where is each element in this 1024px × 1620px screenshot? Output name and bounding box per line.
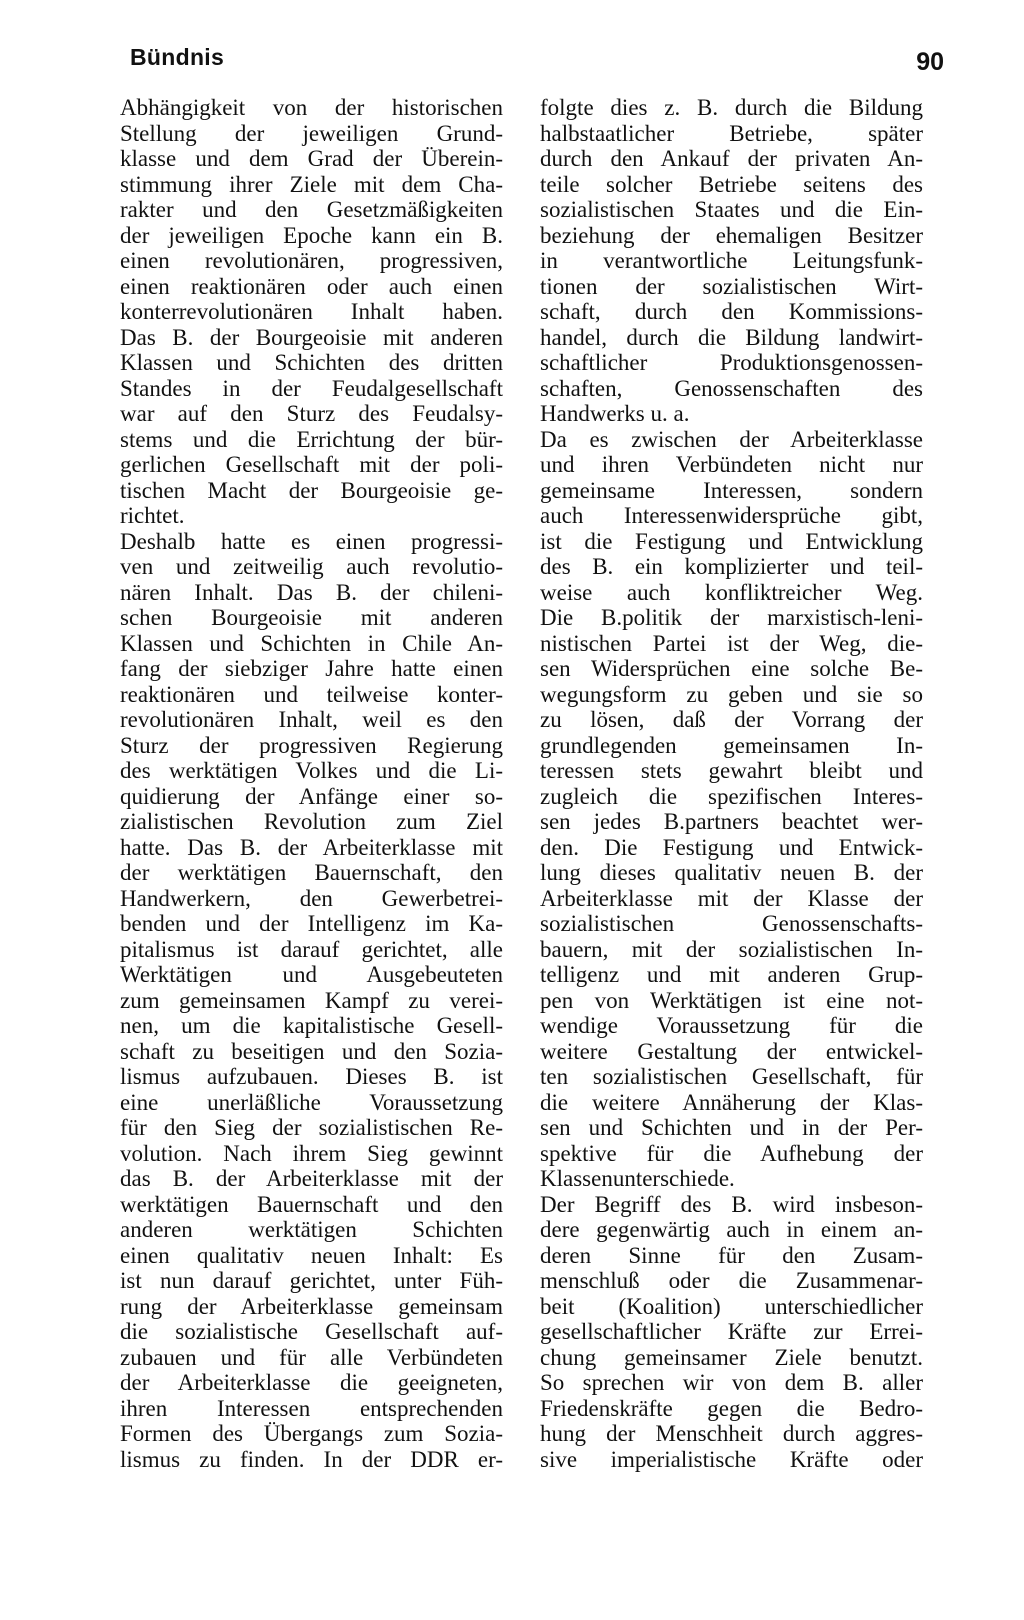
text-line: handel, durch die Bildung landwirt- — [540, 324, 923, 350]
text-line: der Arbeiterklasse die geeigneten, — [120, 1370, 503, 1395]
text-line: der werktätigen Bauernschaft, den — [120, 860, 503, 885]
text-line: gesellschaftlicher Kräfte zur Errei- — [540, 1319, 923, 1344]
left-text-column — [120, 95, 503, 1472]
text-line: der jeweiligen Epoche kann ein B. — [120, 222, 503, 248]
text-line: Klassen und Schichten in Chile An- — [120, 630, 503, 656]
text-line: Abhängigkeit von der historischen — [120, 95, 503, 120]
text-line: tischen Macht der Bourgeoisie ge- — [120, 477, 503, 503]
text-line: beziehung der ehemaligen Besitzer — [540, 222, 923, 248]
text-line: grundlegenden gemeinsamen In- — [540, 732, 923, 758]
text-line: Sturz der progressiven Regierung — [120, 732, 503, 758]
text-line: Da es zwischen der Arbeiterklasse — [540, 426, 923, 452]
text-line: des B. ein komplizierter und teil- — [540, 554, 923, 579]
text-line: das B. der Arbeiterklasse mit der — [120, 1166, 503, 1191]
text-line: revolutionären Inhalt, weil es den — [120, 707, 503, 732]
text-line: lismus aufzubauen. Dieses B. ist — [120, 1064, 503, 1089]
text-line: sive imperialistische Kräfte oder — [540, 1446, 923, 1472]
text-line: einen qualitativ neuen Inhalt: Es — [120, 1242, 503, 1268]
text-line: spektive für die Aufhebung der — [540, 1140, 923, 1166]
text-line: zialistischen Revolution zum Ziel — [120, 809, 503, 834]
text-line: ist nun darauf gerichtet, unter Füh- — [120, 1268, 503, 1293]
text-line: rung der Arbeiterklasse gemeinsam — [120, 1293, 503, 1319]
text-line: Klassenunterschiede. — [540, 1166, 735, 1191]
text-line: ihren Interessen entsprechenden — [120, 1395, 503, 1421]
text-line: konterrevolutionären Inhalt haben. — [120, 299, 503, 324]
text-line: zu lösen, daß der Vorrang der — [540, 707, 923, 732]
text-line: beit (Koalition) unterschiedlicher — [540, 1293, 923, 1319]
text-line: in verantwortliche Leitungsfunk- — [540, 248, 923, 273]
text-line: war auf den Sturz des Feudalsy- — [120, 401, 503, 426]
text-line: ten sozialistischen Gesellschaft, für — [540, 1064, 923, 1089]
text-line: gerlichen Gesellschaft mit der poli- — [120, 452, 503, 477]
text-line: die weitere Annäherung der Klas- — [540, 1089, 923, 1115]
text-line: Handwerkern, den Gewerbetrei- — [120, 885, 503, 911]
text-line: zum gemeinsamen Kampf zu verei- — [120, 987, 503, 1013]
text-line: den. Die Festigung und Entwick- — [540, 834, 923, 860]
text-line: Klassen und Schichten des dritten — [120, 350, 503, 375]
text-line: deren Sinne für den Zusam- — [540, 1242, 923, 1268]
text-line: schen Bourgeoisie mit anderen — [120, 605, 503, 630]
text-line: menschluß oder die Zusammenar- — [540, 1268, 923, 1293]
text-line: volution. Nach ihrem Sieg gewinnt — [120, 1140, 503, 1166]
text-line: fang der siebziger Jahre hatte einen — [120, 656, 503, 681]
text-line: schaft, durch den Kommissions- — [540, 299, 923, 324]
text-line: halbstaatlicher Betriebe, später — [540, 120, 923, 146]
text-line: hung der Menschheit durch aggres- — [540, 1421, 923, 1446]
text-line: dere gegenwärtig auch in einem an- — [540, 1217, 923, 1242]
text-line: reaktionären und teilweise konter- — [120, 681, 503, 707]
text-line: Standes in der Feudalgesellschaft — [120, 375, 503, 401]
text-line: anderen werktätigen Schichten — [120, 1217, 503, 1242]
text-line: Handwerks u. a. — [540, 401, 690, 426]
text-line: benden und der Intelligenz im Ka- — [120, 911, 503, 936]
text-line: Formen des Übergangs zum Sozia- — [120, 1421, 503, 1446]
text-line: klasse und dem Grad der Überein- — [120, 146, 503, 171]
text-line: gemeinsame Interessen, sondern — [540, 477, 923, 503]
text-line: nen, um die kapitalistische Gesell- — [120, 1013, 503, 1038]
text-line: pen von Werktätigen ist eine not- — [540, 987, 923, 1013]
text-line: richtet. — [120, 503, 185, 528]
text-line: für den Sieg der sozialistischen Re- — [120, 1115, 503, 1140]
text-line: hatte. Das B. der Arbeiterklasse mit — [120, 834, 503, 860]
text-line: auch Interessenwidersprüche gibt, — [540, 503, 923, 528]
text-line: nären Inhalt. Das B. der chileni- — [120, 579, 503, 605]
text-line: bauern, mit der sozialistischen In- — [540, 936, 923, 962]
text-line: teressen stets gewahrt bleibt und — [540, 758, 923, 783]
text-line: zubauen und für alle Verbündeten — [120, 1344, 503, 1370]
text-line: Das B. der Bourgeoisie mit anderen — [120, 324, 503, 350]
text-line: werktätigen Bauernschaft und den — [120, 1191, 503, 1217]
text-line: weise auch konfliktreicher Weg. — [540, 579, 923, 605]
text-line: So sprechen wir von dem B. aller — [540, 1370, 923, 1395]
text-line: wegungsform zu geben und sie so — [540, 681, 923, 707]
text-line: schaftlicher Produktionsgenossen- — [540, 350, 923, 375]
text-line: wendige Voraussetzung für die — [540, 1013, 923, 1038]
text-line: quidierung der Anfänge einer so- — [120, 783, 503, 809]
text-line: eine unerläßliche Voraussetzung — [120, 1089, 503, 1115]
text-line: telligenz und mit anderen Grup- — [540, 962, 923, 987]
text-line: und ihren Verbündeten nicht nur — [540, 452, 923, 477]
text-line: stimmung ihrer Ziele mit dem Cha- — [120, 171, 503, 197]
text-line: sen jedes B.partners beachtet wer- — [540, 809, 923, 834]
text-line: sozialistischen Staates und die Ein- — [540, 197, 923, 222]
header-term: Bündnis — [130, 44, 225, 70]
text-line: Der Begriff des B. wird insbeson- — [540, 1191, 923, 1217]
text-line: weitere Gestaltung der entwickel- — [540, 1038, 923, 1064]
text-line: chung gemeinsamer Ziele benutzt. — [540, 1344, 923, 1370]
text-line: zugleich die spezifischen Interes- — [540, 783, 923, 809]
text-line: teile solcher Betriebe seitens des — [540, 171, 923, 197]
text-line: stems und die Errichtung der bür- — [120, 426, 503, 452]
text-line: Deshalb hatte es einen progressi- — [120, 528, 503, 554]
text-line: tionen der sozialistischen Wirt- — [540, 273, 923, 299]
text-line: Arbeiterklasse mit der Klasse der — [540, 885, 923, 911]
text-line: ist die Festigung und Entwicklung — [540, 528, 923, 554]
text-line: die sozialistische Gesellschaft auf- — [120, 1319, 503, 1344]
text-line: lismus zu finden. In der DDR er- — [120, 1446, 503, 1472]
text-line: rakter und den Gesetzmäßigkeiten — [120, 197, 503, 222]
text-line: schaft zu beseitigen und den Sozia- — [120, 1038, 503, 1064]
text-line: Stellung der jeweiligen Grund- — [120, 120, 503, 146]
text-line: des werktätigen Volkes und die Li- — [120, 758, 503, 783]
right-text-column — [540, 95, 923, 1472]
text-line: pitalismus ist darauf gerichtet, alle — [120, 936, 503, 962]
text-line: schaften, Genossenschaften des — [540, 375, 923, 401]
text-line: folgte dies z. B. durch die Bildung — [540, 95, 923, 120]
text-line: ven und zeitweilig auch revolutio- — [120, 554, 503, 579]
text-line: nistischen Partei ist der Weg, die- — [540, 630, 923, 656]
text-line: einen reaktionären oder auch einen — [120, 273, 503, 299]
text-line: Friedenskräfte gegen die Bedro- — [540, 1395, 923, 1421]
text-line: Die B.politik der marxistisch-leni- — [540, 605, 923, 630]
text-line: sozialistischen Genossenschafts- — [540, 911, 923, 936]
text-line: durch den Ankauf der privaten An- — [540, 146, 923, 171]
page-number: 90 — [916, 48, 944, 76]
text-line: Werktätigen und Ausgebeuteten — [120, 962, 503, 987]
text-line: lung dieses qualitativ neuen B. der — [540, 860, 923, 885]
text-line: sen Widersprüchen eine solche Be- — [540, 656, 923, 681]
text-line: einen revolutionären, progressiven, — [120, 248, 503, 273]
text-line: sen und Schichten und in der Per- — [540, 1115, 923, 1140]
